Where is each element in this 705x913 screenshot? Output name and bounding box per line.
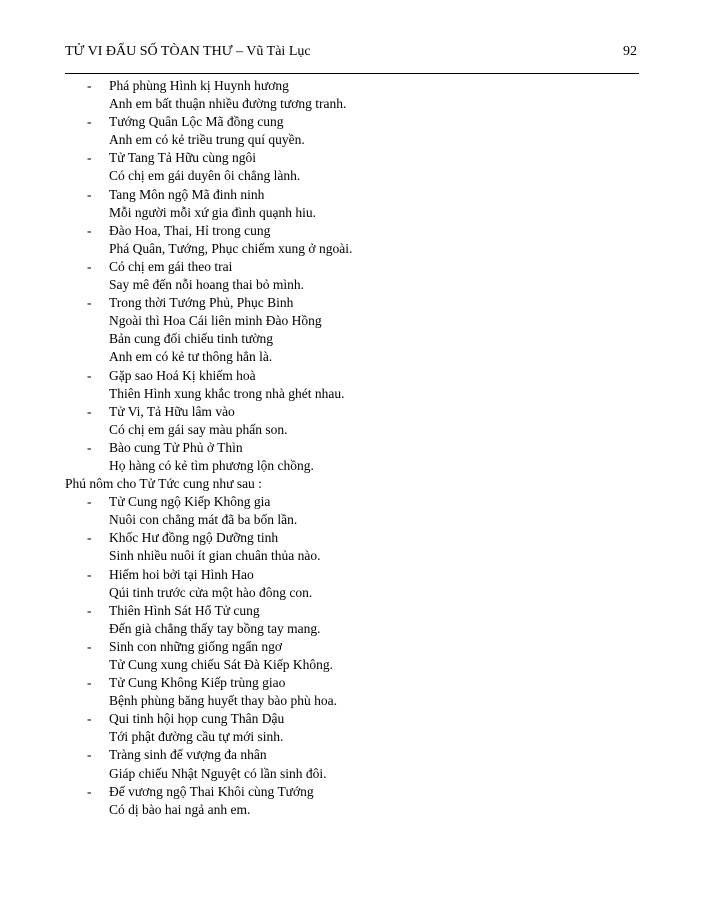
text-line [65, 240, 639, 258]
text-line [65, 475, 639, 493]
verse-line-1: Tử Vi, Tả Hữu lâm vào [109, 403, 235, 419]
text-line [65, 330, 639, 348]
list-dash: - [87, 439, 92, 455]
verse-line-1: Tướng Quân Lộc Mã đồng cung [109, 114, 284, 130]
verse-line-1: Tử Cung Không Kiếp trùng giao [109, 675, 286, 691]
text-line [65, 258, 639, 276]
verse-line-2: Phá Quân, Tướng, Phục chiếm xung ở ngoài. [109, 240, 353, 256]
text-line [65, 584, 639, 602]
verse-line-2: Đến già chẳng thấy tay bồng tay mang. [109, 620, 321, 636]
text-line [65, 385, 639, 403]
verse-line-2: Sinh nhiều nuôi ít gian chuân thủa nào. [109, 548, 321, 564]
list-dash: - [87, 638, 92, 654]
text-line [65, 77, 639, 95]
list-dash: - [87, 783, 92, 799]
text-line [65, 638, 639, 656]
list-dash: - [87, 530, 92, 546]
text-line [65, 204, 639, 222]
list-dash: - [87, 747, 92, 763]
document-body [65, 77, 639, 819]
verse-line-2: Có chị em gái say màu phấn son. [109, 421, 288, 437]
verse-line-2: Tới phật đường cầu tự mới sinh. [109, 729, 284, 745]
text-line [65, 186, 639, 204]
header-divider [65, 73, 639, 74]
verse-line-2: Say mê đến nỗi hoang thai bỏ mình. [109, 277, 304, 293]
verse-line-1: Tử Tang Tả Hữu cùng ngôi [109, 150, 257, 166]
text-line [65, 493, 639, 511]
verse-line-3: Bản cung đối chiếu tinh tường [109, 331, 274, 347]
page-header [65, 42, 639, 62]
page-number: 92 [623, 44, 637, 59]
verse-line-1: Đế vương ngộ Thai Khôi cùng Tướng [109, 783, 314, 799]
text-line [65, 511, 639, 529]
list-dash: - [87, 675, 92, 691]
verse-line-2: Ngoài thì Hoa Cái liên minh Đào Hồng [109, 313, 322, 329]
text-line [65, 421, 639, 439]
verse-line-2: Anh em bất thuận nhiều đường tương tranh. [109, 96, 347, 112]
verse-line-2: Mỗi người mỗi xứ gia đình quạnh hiu. [109, 204, 317, 220]
verse-line-1: Tràng sinh đế vượng đa nhân [109, 747, 267, 763]
text-line [65, 276, 639, 294]
header-title: TỬ VI ĐẨU SỐ TÒAN THƯ – Vũ Tài Lục [65, 44, 311, 59]
verse-line-2: Tử Cung xung chiếu Sát Đà Kiếp Không. [109, 657, 334, 672]
list-dash: - [87, 367, 92, 383]
section-intro: Phú nôm cho Tử Tức cung như sau : [65, 476, 262, 492]
text-line [65, 656, 639, 674]
verse-line-2: Có dị bào hai ngả anh em. [109, 801, 251, 817]
verse-line-2: Họ hàng có kẻ tìm phương lộn chồng. [109, 457, 314, 473]
verse-line-1: Thiên Hình Sát Hổ Tử cung [109, 602, 260, 618]
text-line [65, 167, 639, 185]
list-dash: - [87, 295, 92, 311]
text-line [65, 312, 639, 330]
list-dash: - [87, 114, 92, 130]
verse-line-2: Giáp chiếu Nhật Nguyệt có lần sinh đôi. [109, 765, 327, 781]
text-line [65, 566, 639, 584]
verse-line-1: Tử Cung ngộ Kiếp Không gia [109, 494, 271, 510]
text-line [65, 746, 639, 764]
verse-line-1: Sinh con những giống ngẩn ngơ [109, 638, 283, 654]
verse-line-2: Qúi tinh trước cửa một hào đông con. [109, 584, 313, 600]
text-line [65, 367, 639, 385]
text-line [65, 294, 639, 312]
list-dash: - [87, 78, 92, 93]
text-line [65, 765, 639, 783]
verse-line-1: Bào cung Tử Phủ ở Thìn [109, 439, 243, 455]
list-dash: - [87, 566, 92, 582]
list-dash: - [87, 711, 92, 727]
verse-line-2: Bệnh phùng băng huyết thay bào phù hoa. [109, 693, 337, 709]
text-line [65, 113, 639, 131]
list-dash: - [87, 222, 92, 238]
text-line [65, 439, 639, 457]
verse-line-1: Tang Môn ngộ Mã đinh ninh [109, 186, 265, 202]
list-dash: - [87, 186, 92, 202]
text-line [65, 348, 639, 366]
text-line [65, 95, 639, 113]
list-dash: - [87, 150, 92, 166]
text-line [65, 131, 639, 149]
text-line [65, 710, 639, 728]
verse-line-2: Có chị em gái duyên ôi chẳng lành. [109, 168, 301, 184]
text-line [65, 602, 639, 620]
list-dash: - [87, 602, 92, 618]
verse-line-1: Phá phùng Hình kị Huynh hương [109, 78, 289, 93]
text-line [65, 783, 639, 801]
text-line [65, 728, 639, 746]
text-line [65, 222, 639, 240]
text-line [65, 692, 639, 710]
verse-line-1: Có chị em gái theo trai [109, 258, 233, 274]
verse-line-1: Qui tinh hội họp cung Thân Dậu [109, 711, 285, 727]
verse-line-2: Anh em có kẻ triều trung quí quyền. [109, 132, 305, 148]
list-dash: - [87, 494, 92, 510]
text-line [65, 457, 639, 475]
text-line [65, 529, 639, 547]
verse-line-1: Trong thời Tướng Phủ, Phục Binh [109, 295, 294, 311]
text-line [65, 149, 639, 167]
list-dash: - [87, 403, 92, 419]
verse-line-2: Nuôi con chẳng mát đã ba bốn lần. [109, 512, 298, 528]
verse-line-2: Thiên Hình xung khắc trong nhà ghét nhau. [109, 385, 345, 401]
verse-line-1: Gặp sao Hoá Kị khiếm hoà [109, 367, 256, 383]
text-line [65, 801, 639, 819]
text-line [65, 620, 639, 638]
text-line [65, 674, 639, 692]
text-line [65, 547, 639, 565]
verse-line-1: Hiếm hoi bởi tại Hình Hao [109, 566, 254, 582]
list-dash: - [87, 258, 92, 274]
verse-line-1: Đào Hoa, Thai, Hỉ trong cung [109, 222, 271, 238]
text-line [65, 403, 639, 421]
verse-line-4: Anh em có kẻ tư thông hẳn là. [109, 349, 273, 365]
verse-line-1: Khốc Hư đồng ngộ Dưỡng tinh [109, 530, 279, 546]
